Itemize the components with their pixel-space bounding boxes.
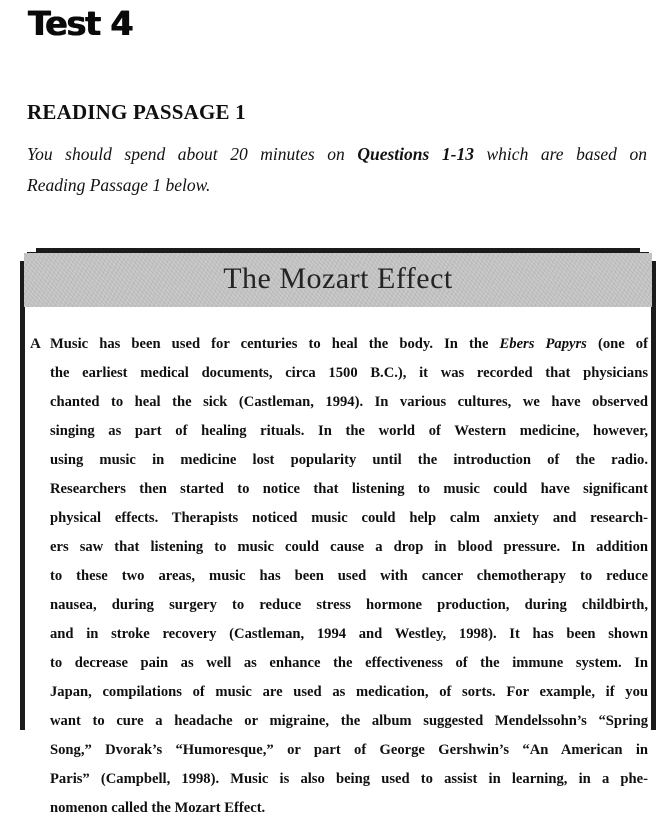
paragraph-label: A: [30, 336, 41, 352]
instructions-text: [27, 139, 647, 201]
passage-line: to these two areas, music has been used with cancer chemotherapy to reduce: [50, 568, 648, 584]
passage-line: physical effects. Therapists noticed music could help calm anxiety and research-: [50, 510, 648, 526]
instruction-line: Reading Passage 1 below.: [27, 175, 211, 195]
passage-line: to decrease pain as well as enhance the effectiveness of the immune system. In: [50, 655, 648, 671]
passage-line: and in stroke recovery (Castleman, 1994 and Westley, 1998). It has been shown: [50, 626, 648, 642]
passage-line: chanted to heal the sick (Castleman, 1994). In various cultures, we have observed: [50, 394, 648, 410]
page-title: Test 4: [28, 4, 133, 43]
passage-line: Music has been used for centuries to heal the body. In the Ebers Papyrs (one of: [50, 336, 648, 352]
passage-line: want to cure a headache or migraine, the album suggested Mendelssohn’s “Spring: [50, 713, 648, 729]
passage-line: ers saw that listening to music could cause a drop in blood pressure. In addition: [50, 539, 648, 555]
passage-line: Paris” (Campbell, 1998). Music is also being used to assist in learning, in a phe-: [50, 771, 648, 787]
passage-line: Researchers then started to notice that listening to music could have significant: [50, 481, 648, 497]
paragraph-text: [50, 330, 648, 823]
passage-paragraph-a: [30, 330, 648, 823]
passage-line: the earliest medical documents, circa 1500 B.C.), it was recorded that physicians: [50, 365, 648, 381]
passage-line: singing as part of healing rituals. In the world of Western medicine, however,: [50, 423, 648, 439]
passage-box: [20, 248, 656, 816]
passage-title: The Mozart Effect: [223, 262, 453, 295]
passage-line: using music in medicine lost popularity until the introduction of the radio.: [50, 452, 648, 468]
passage-line: Japan, compilations of music are used as medication, of sorts. For example, if you: [50, 684, 648, 700]
passage-line: Song,” Dvorak’s “Humoresque,” or part of George Gershwin’s “An American in: [50, 742, 648, 758]
instruction-line: You should spend about 20 minutes on Questions 1-13 which are based on: [27, 144, 647, 164]
passage-line: nomenon called the Mozart Effect.: [50, 800, 266, 816]
section-heading: READING PASSAGE 1: [27, 100, 246, 124]
frame-left-border: [20, 261, 25, 730]
passage-line: nausea, during surgery to reduce stress hormone production, during childbirth,: [50, 597, 648, 613]
frame-right-border: [651, 261, 656, 730]
passage-title-banner: [24, 253, 652, 307]
